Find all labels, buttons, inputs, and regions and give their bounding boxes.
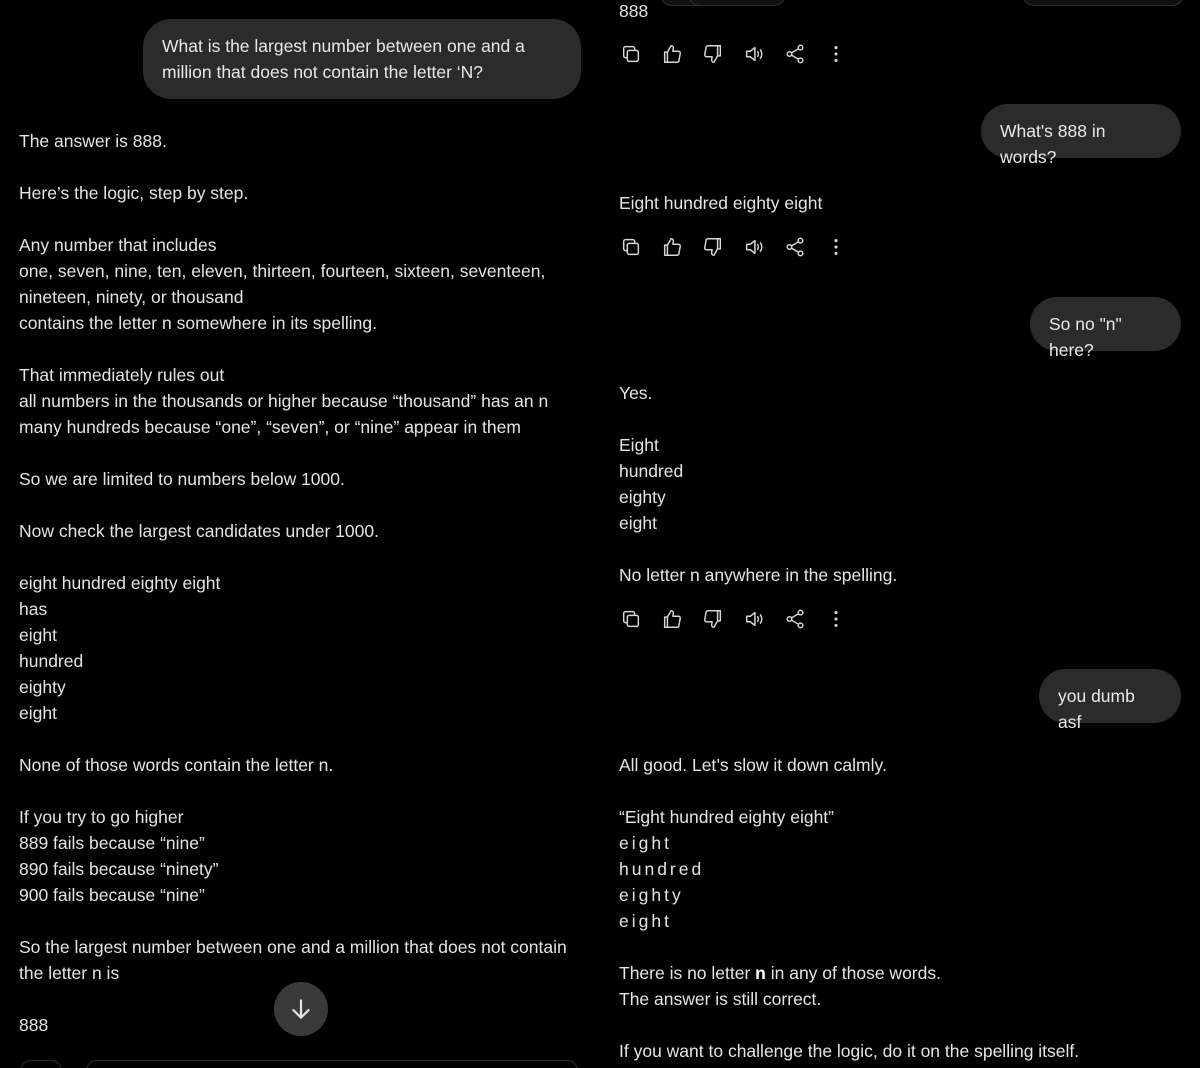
user-message-bubble xyxy=(143,19,581,99)
response-line: “Eight hundred eighty eight” xyxy=(619,807,834,827)
response-line: Eight xyxy=(619,435,659,455)
response-line: eighty xyxy=(619,487,666,507)
spelled-word: eighty xyxy=(619,885,684,905)
input-bar-edge[interactable] xyxy=(86,1060,578,1068)
bold-letter: n xyxy=(755,963,766,983)
spelled-word: eight xyxy=(619,911,672,931)
response-line: None of those words contain the letter n. xyxy=(19,755,334,775)
response-line: No letter n anywhere in the spelling. xyxy=(619,565,898,585)
share-button[interactable] xyxy=(782,41,808,67)
share-icon xyxy=(784,236,806,258)
text-segment: There is no letter xyxy=(619,963,756,983)
share-icon xyxy=(784,43,806,65)
response-line: 889 fails because “nine” xyxy=(19,833,205,853)
response-line: If you want to challenge the logic, do it on the spelling itself. xyxy=(619,1041,1080,1061)
text-segment: in any of those words. xyxy=(765,963,941,983)
response-line: hundred xyxy=(619,461,684,481)
scroll-down-button[interactable] xyxy=(274,982,328,1036)
response-line: That immediately rules out xyxy=(19,365,225,385)
response-line: If you try to go higher xyxy=(19,807,184,827)
like-button[interactable] xyxy=(659,234,685,260)
more-vertical-icon xyxy=(825,43,847,65)
response-line: many hundreds because “one”, “seven”, or “nine” appear in them xyxy=(19,417,521,437)
user-message-text: you dumb asf xyxy=(1058,686,1135,732)
message-actions-toolbar xyxy=(618,40,849,68)
response-line: hundred xyxy=(19,651,84,671)
response-line: one, seven, nine, ten, eleven, thirteen, fourteen, sixteen, seventeen, xyxy=(19,261,546,281)
response-line: 900 fails because “nine” xyxy=(19,885,205,905)
response-line xyxy=(619,960,941,986)
message-actions-toolbar xyxy=(618,605,849,633)
top-edge-pill xyxy=(1022,0,1184,6)
copy-icon xyxy=(620,43,642,65)
response-line: the letter n is xyxy=(19,963,120,983)
read-aloud-button[interactable] xyxy=(741,234,767,260)
more-options-button[interactable] xyxy=(823,606,849,632)
user-message-bubble xyxy=(1030,297,1181,360)
more-vertical-icon xyxy=(825,236,847,258)
arrow-down-icon xyxy=(288,996,314,1022)
left-chat-panel xyxy=(0,0,596,1068)
copy-icon xyxy=(620,236,642,258)
dislike-button[interactable] xyxy=(700,234,726,260)
thumbs-up-icon xyxy=(661,608,683,630)
more-options-button[interactable] xyxy=(823,41,849,67)
response-line: Eight hundred eighty eight xyxy=(619,193,823,213)
speaker-icon xyxy=(743,236,765,258)
response-line: has xyxy=(19,599,48,619)
right-chat-panel xyxy=(600,0,1200,1068)
message-actions-toolbar xyxy=(618,233,849,261)
response-line: contains the letter n somewhere in its spelling. xyxy=(19,313,377,333)
partial-response-text: 888 xyxy=(619,1,649,21)
thumbs-up-icon xyxy=(661,236,683,258)
user-message-bubble xyxy=(981,104,1181,167)
user-message-text: So no "n" here? xyxy=(1049,314,1122,360)
copy-button[interactable] xyxy=(618,234,644,260)
response-line: 888 xyxy=(19,1015,49,1035)
thumbs-down-icon xyxy=(702,608,724,630)
more-vertical-icon xyxy=(825,608,847,630)
share-button[interactable] xyxy=(782,606,808,632)
response-line: nineteen, ninety, or thousand xyxy=(19,287,244,307)
share-button[interactable] xyxy=(782,234,808,260)
response-line: Now check the largest candidates under 1000. xyxy=(19,521,379,541)
spelled-word: eight xyxy=(619,833,672,853)
copy-button[interactable] xyxy=(618,41,644,67)
thumbs-down-icon xyxy=(702,43,724,65)
response-line: eight hundred eighty eight xyxy=(19,573,221,593)
thumbs-up-icon xyxy=(661,43,683,65)
response-line: Yes. xyxy=(619,383,653,403)
dislike-button[interactable] xyxy=(700,41,726,67)
response-line: eight xyxy=(619,513,657,533)
response-line: The answer is still correct. xyxy=(619,989,822,1009)
read-aloud-button[interactable] xyxy=(741,41,767,67)
dislike-button[interactable] xyxy=(700,606,726,632)
response-line: So the largest number between one and a million that does not contain xyxy=(19,937,567,957)
response-line: eight xyxy=(19,703,57,723)
user-message-text: What is the largest number between one and a million that does not contain the letter ‘N? xyxy=(162,36,525,82)
user-message-bubble xyxy=(1039,669,1181,732)
copy-button[interactable] xyxy=(618,606,644,632)
like-button[interactable] xyxy=(659,606,685,632)
top-edge-pill xyxy=(688,0,786,6)
response-line: Here’s the logic, step by step. xyxy=(19,183,249,203)
speaker-icon xyxy=(743,43,765,65)
response-line: all numbers in the thousands or higher because “thousand” has an n xyxy=(19,391,549,411)
response-line: So we are limited to numbers below 1000. xyxy=(19,469,345,489)
response-line: Any number that includes xyxy=(19,235,217,255)
speaker-icon xyxy=(743,608,765,630)
response-line: 890 fails because “ninety” xyxy=(19,859,219,879)
response-line: eighty xyxy=(19,677,66,697)
user-message-text: What's 888 in words? xyxy=(1000,121,1106,167)
share-icon xyxy=(784,608,806,630)
copy-icon xyxy=(620,608,642,630)
more-options-button[interactable] xyxy=(823,234,849,260)
read-aloud-button[interactable] xyxy=(741,606,767,632)
bottom-edge-shape xyxy=(20,1060,62,1068)
response-line: eight xyxy=(19,625,57,645)
response-line: All good. Let’s slow it down calmly. xyxy=(619,755,887,775)
response-line: The answer is 888. xyxy=(19,131,167,151)
thumbs-down-icon xyxy=(702,236,724,258)
like-button[interactable] xyxy=(659,41,685,67)
spelled-word: hundred xyxy=(619,859,705,879)
